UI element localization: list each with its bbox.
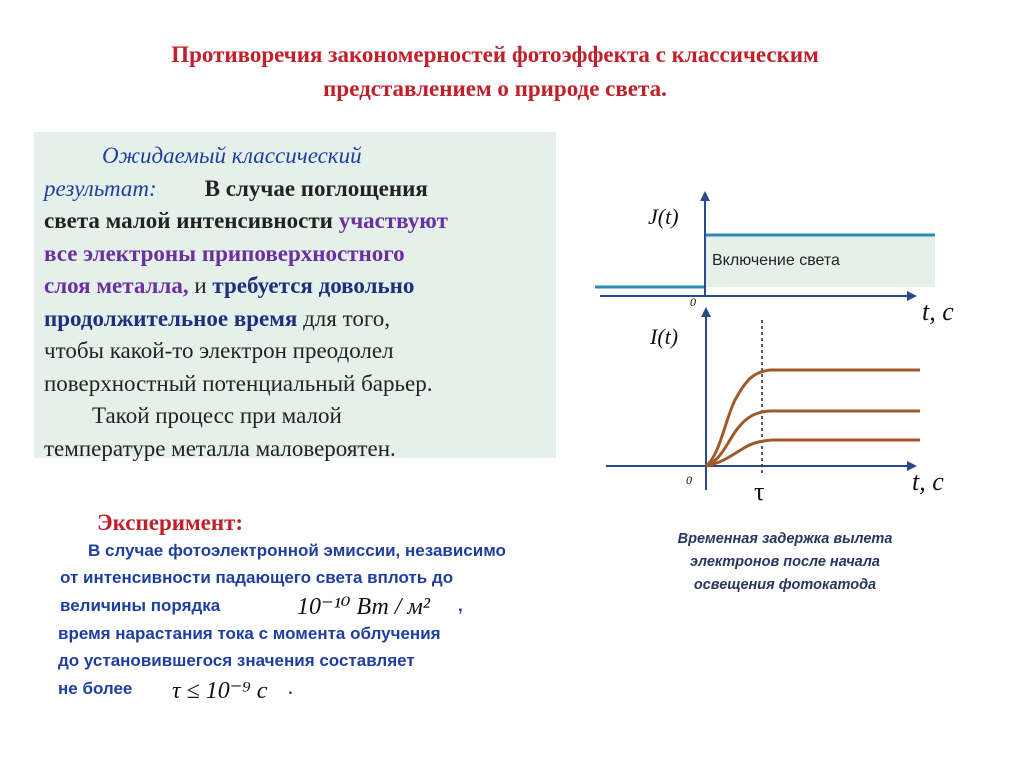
- classical-l8: поверхностный потенциальный барьер.: [44, 370, 433, 396]
- bottom-graph: [606, 312, 944, 506]
- classical-l5a: слоя металла,: [44, 273, 189, 298]
- graph-caption: [640, 528, 930, 597]
- time-formula: τ ≤ 10⁻⁹ с: [172, 678, 268, 704]
- caption-line-2: электронов после начала: [689, 554, 880, 570]
- experiment-heading: Эксперимент:: [97, 510, 244, 535]
- classical-l2: В случае поглощения: [204, 175, 428, 201]
- classical-l7: чтобы какой-то электрон преодолел: [44, 338, 394, 363]
- top-origin: 0: [690, 295, 696, 309]
- experiment-period: .: [288, 679, 293, 698]
- classical-l5c: требуется довольно: [212, 273, 415, 298]
- top-graph: [595, 196, 954, 326]
- caption-line-1: Временная задержка вылета: [677, 531, 893, 547]
- classical-l3b: участвуют: [338, 208, 448, 233]
- classical-l10: температуре металла маловероятен.: [44, 435, 396, 461]
- title-line-1: Противоречия закономерностей фотоэффекта с классическим: [171, 42, 819, 67]
- classical-l6a: продолжительное время: [44, 305, 298, 331]
- classical-l3a: света малой интенсивности: [44, 208, 339, 233]
- classical-l4: все электроны приповерхностного: [44, 240, 405, 266]
- title-line-2: представлением о природе света.: [323, 76, 667, 101]
- bottom-x-label: t, c: [912, 467, 944, 496]
- experiment-line-1: В случае фотоэлектронной эмиссии, независимо: [88, 541, 506, 560]
- classical-heading-1: Ожидаемый классический: [102, 143, 362, 168]
- experiment-line-3: величины порядка: [60, 596, 221, 615]
- top-y-label: J(t): [648, 204, 679, 229]
- experiment-line-6: не более: [58, 679, 133, 698]
- light-on-label: Включение света: [712, 252, 840, 269]
- classical-l9: Такой процесс при малой: [92, 403, 342, 428]
- experiment-line-5: до установившегося значения составляет: [58, 651, 415, 670]
- experiment-comma: ,: [458, 596, 463, 615]
- classical-heading-2: результат:: [44, 175, 157, 201]
- bottom-origin: 0: [686, 473, 692, 487]
- classical-l6b: для того,: [297, 305, 390, 331]
- classical-l5b: и: [188, 273, 213, 298]
- caption-line-3: освещения фотокатода: [693, 577, 877, 593]
- bottom-y-label: I(t): [650, 324, 679, 349]
- experiment-line-2: от интенсивности падающего света вплоть до: [60, 568, 454, 587]
- tau-label: τ: [754, 477, 765, 506]
- current-curve-low: [706, 440, 920, 466]
- top-x-label: t, c: [922, 297, 954, 326]
- experiment-line-4: время нарастания тока с момента облучения: [58, 624, 441, 643]
- intensity-formula: 10⁻¹⁰ Вт / м²: [297, 594, 430, 620]
